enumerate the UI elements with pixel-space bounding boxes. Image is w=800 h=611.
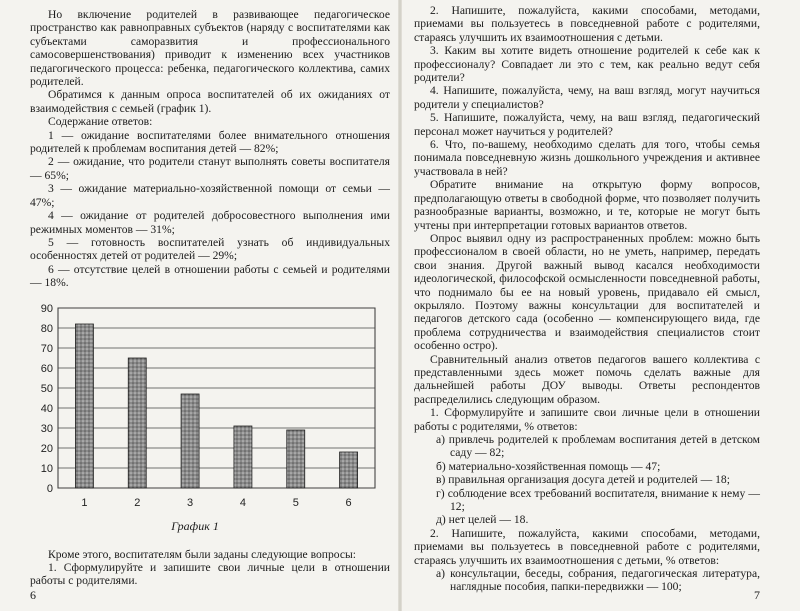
chart-caption: График 1 bbox=[171, 518, 219, 533]
y-tick-label: 90 bbox=[40, 302, 53, 315]
bar-chart bbox=[30, 300, 390, 515]
page-number: 7 bbox=[754, 588, 760, 602]
after-chart-paragraph: Кроме этого, воспитателям были заданы следующие вопросы: bbox=[48, 547, 357, 561]
bar bbox=[234, 426, 252, 488]
answer-item: 1 — ожидание воспитателями более внимательного отношения родителей к проблемам воспитания детей — 82%; bbox=[30, 128, 390, 156]
result-item: г) соблюдение всех требований воспитателя, внимание к нему — 12; bbox=[436, 486, 760, 514]
plot-frame bbox=[58, 308, 375, 488]
question-item: 4. Напишите, пожалуйста, чему, на ваш взгляд, могут научиться родители у специалистов? bbox=[414, 84, 760, 111]
y-tick-label: 0 bbox=[46, 482, 53, 495]
answer-item: 4 — ожидание от родителей добросовестного выполнения ими режимных моментов — 31%; bbox=[30, 209, 390, 236]
x-tick-label: 6 bbox=[345, 496, 352, 509]
results-question-1: 1. Сформулируйте и запишите свои личные цели в отношении работы с родителями, % ответов: bbox=[414, 406, 760, 433]
intro-paragraph: Но включение родителей в развивающее педагогическое пространство как равноправных субъектов (наряду с воспитателями как субъектами саморазвития и профессионального самосовершенствования) приводит к изменению всех участников педагогического процесса: ребенка, педагогического коллектива, самих родителей. bbox=[30, 8, 390, 89]
x-tick-label: 1 bbox=[81, 496, 88, 509]
open-form-paragraph: Обратите внимание на открытую форму вопросов, предполагающую ответы в свободной форме, что позволяет получить разнообразные варианты, возможно, и те, которые не могут быть учтены при интерпретации готовых вариантов ответов. bbox=[414, 178, 760, 232]
y-tick-label: 60 bbox=[40, 362, 53, 375]
y-tick-label: 30 bbox=[40, 422, 53, 435]
y-tick-label: 40 bbox=[40, 402, 53, 415]
question-item: 6. Что, по-вашему, необходимо сделать для того, чтобы семья понимала повседневную жизнь дошкольного учреждения и активнее участвовала в ней? bbox=[414, 138, 760, 178]
answer-item: 5 — готовность воспитателей узнать об индивидуальных особенностях детей от родителей — 29%; bbox=[30, 235, 390, 263]
question-item: 3. Каким вы хотите видеть отношение родителей к себе как к профессионалу? Совпадает ли это с тем, как реально ведут себя родители? bbox=[414, 44, 760, 85]
y-tick-label: 70 bbox=[40, 342, 53, 355]
question-1: 1. Сформулируйте и запишите свои личные цели в отношении работы с родителями. bbox=[30, 560, 390, 588]
answer-item: 6 — отсутствие целей в отношении работы с семьей и родителями — 18%. bbox=[30, 262, 390, 290]
bar bbox=[340, 452, 358, 488]
x-tick-label: 2 bbox=[134, 496, 141, 509]
bar bbox=[128, 358, 146, 488]
analysis-paragraph: Сравнительный анализ ответов педагогов вашего коллектива с представленными здесь может помочь сделать важные для дальнейшей работы ДОУ выводы. Ответы респондентов распределились следующим образом. bbox=[414, 352, 760, 406]
x-tick-label: 3 bbox=[187, 496, 194, 509]
answer-item: 2 — ожидание, что родители станут выполнять советы воспитателя — 65%; bbox=[30, 155, 390, 182]
bar bbox=[75, 324, 93, 488]
bar bbox=[181, 394, 199, 488]
problem-paragraph: Опрос выявил одну из распространенных проблем: можно быть профессионалом в своей области, но не уметь, например, передать свои знания. Другой важный вывод касался необходимости идеологической, философской осмысленности повседневной работы, что поднимало бы ее на новый уровень, придавало ей смысл, окрыляло. Поэтому важны консультации для воспитателей и педагогов детского сада (особенно — компенсирующего вида, где проблема сотрудничества и взаимодействия специалистов стоит особенно остро). bbox=[414, 231, 760, 353]
question-item: 2. Напишите, пожалуйста, какими способами, методами, приемами вы пользуетесь в повседневной работе с родителями, стараясь улучшить их взаимоотношения с детьми. bbox=[414, 4, 760, 44]
question-item: 5. Напишите, пожалуйста, чему, на ваш взгляд, педагогический персонал может научиться у родителей? bbox=[414, 111, 760, 138]
x-tick-label: 5 bbox=[292, 496, 299, 509]
bar bbox=[287, 430, 305, 488]
x-tick-label: 4 bbox=[239, 496, 246, 509]
bar-chart-svg bbox=[30, 300, 390, 515]
page-number: 6 bbox=[30, 588, 36, 602]
y-tick-label: 20 bbox=[40, 442, 53, 455]
answer-item: 3 — ожидание материально-хозяйственной помощи от семьи — 47%; bbox=[30, 182, 390, 209]
result-item: в) правильная организация досуга детей и родителей — 18; bbox=[436, 473, 730, 487]
y-tick-label: 50 bbox=[40, 382, 53, 395]
survey-paragraph: Обратимся к данным опроса воспитателей об их ожиданиях от взаимодействия с семьей (график 1). bbox=[30, 88, 390, 115]
right-page bbox=[400, 0, 800, 611]
result-item: б) материально-хозяйственная помощь — 47; bbox=[436, 459, 661, 473]
result-item: д) нет целей — 18. bbox=[436, 513, 529, 527]
result-item: а) привлечь родителей к проблемам воспитания детей в детском саду — 82; bbox=[436, 433, 760, 460]
results-question-2: 2. Напишите, пожалуйста, какими способами, методами, приемами вы пользуетесь в повседневной работе с родителями, стараясь улучшить их взаимоотношения с детьми, % ответов: bbox=[414, 526, 760, 567]
y-tick-label: 10 bbox=[40, 462, 53, 475]
answers-heading: Содержание ответов: bbox=[48, 115, 153, 129]
y-tick-label: 80 bbox=[40, 322, 53, 335]
result-item: а) консультации, беседы, собрания, педагогическая литература, наглядные пособия, папки-передвижки — 100; bbox=[436, 567, 760, 594]
